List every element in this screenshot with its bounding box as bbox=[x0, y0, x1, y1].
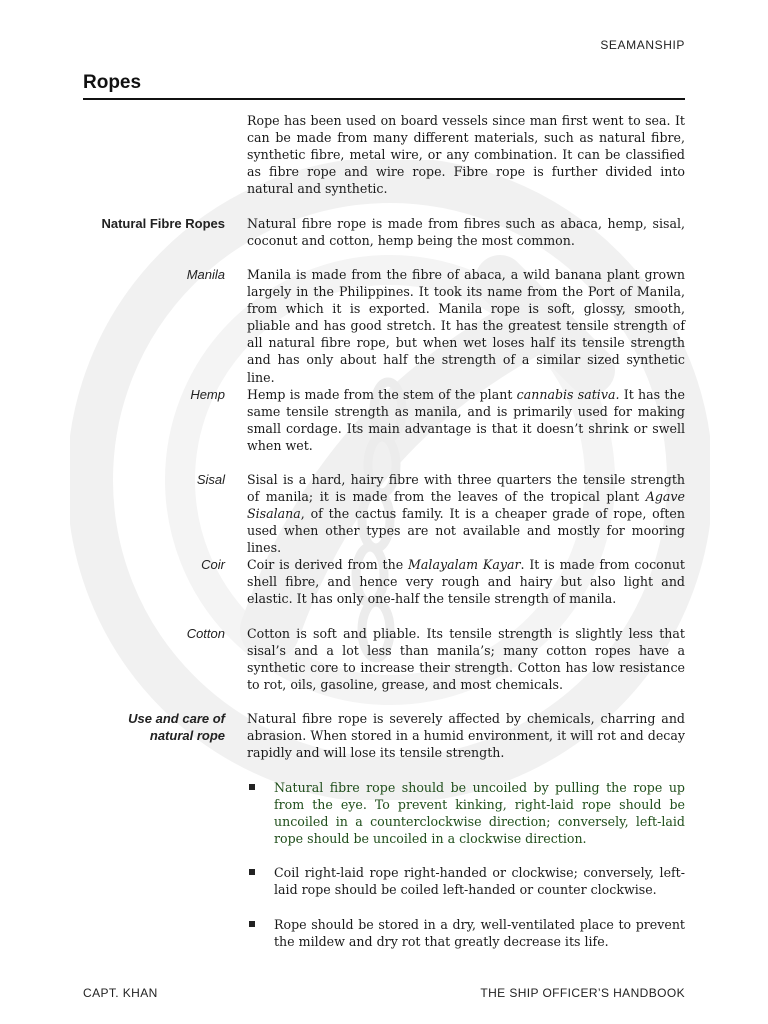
coir-label: Coir bbox=[201, 557, 225, 572]
square-bullet-icon bbox=[249, 869, 255, 875]
list-item: Rope should be stored in a dry, well-ventilated place to prevent the mildew and dry rot that greatly decrease its life. bbox=[247, 916, 685, 950]
running-header: SEAMANSHIP bbox=[600, 38, 685, 52]
natural-fibre-paragraph: Natural fibre rope is made from fibres such as abaca, hemp, sisal, coconut and cotton, hemp being the most common. bbox=[247, 216, 685, 249]
list-item: Natural fibre rope should be uncoiled by pulling the rope up from the eye. To prevent kinking, right-laid rope should be uncoiled in a counterclockwise direction; conversely, left-laid rope should be uncoiled in a clockwise direction. bbox=[247, 779, 685, 847]
square-bullet-icon bbox=[249, 784, 255, 790]
sisal-label: Sisal bbox=[196, 472, 225, 487]
square-bullet-icon bbox=[249, 921, 255, 927]
title-rule bbox=[83, 98, 685, 100]
sisal-paragraph: Sisal is a hard, hairy fibre with three quarters the tensile strength of manila; it is made from the leaves of the tropical plant Agave Sisalana, of the cactus family. It is a cheaper grade of rope, often used when other types are not available and mostly for mooring lines. bbox=[247, 472, 685, 556]
hemp-label: Hemp bbox=[190, 387, 225, 402]
manila-paragraph: Manila is made from the fibre of abaca, a wild banana plant grown largely in the Philippines. It took its name from the Port of Manila, from which it is exported. Manila rope is soft, glossy, smooth, pliable and has good stretch. It has the greatest tensile strength of all natural fibre rope, but when wet loses half its tensile strength and has only about half the strength of a similar sized synthetic line. bbox=[247, 267, 685, 385]
cotton-paragraph: Cotton is soft and pliable. Its tensile strength is slightly less that sisal’s and a lot less than manila’s; many cotton ropes have a synthetic core to increase their strength. Cotton has low resistance to rot, oils, gasoline, grease, and most chemicals. bbox=[247, 626, 685, 693]
footer-author: CAPT. KHAN bbox=[83, 986, 158, 1000]
list-item: Coil right-laid rope right-handed or clockwise; conversely, left-laid rope should be coiled left-handed or counter clockwise. bbox=[247, 864, 685, 898]
intro-paragraph: Rope has been used on board vessels since man first went to sea. It can be made from many different materials, such as natural fibre, synthetic fibre, metal wire, or any combination. It can be classified as fibre rope and wire rope. Fibre rope is further divided into natural and synthetic. bbox=[247, 113, 685, 197]
use-care-label: Use and care of natural rope bbox=[128, 711, 225, 743]
use-care-paragraph: Natural fibre rope is severely affected by chemicals, charring and abrasion. When stored in a humid environment, it will rot and decay rapidly and will lose its tensile strength. bbox=[247, 711, 685, 761]
hemp-paragraph: Hemp is made from the stem of the plant cannabis sativa. It has the same tensile strength as manila, and is primarily used for making small cordage. Its main advantage is that it doesn’t shrink or swell when wet. bbox=[247, 387, 685, 454]
page-title: Ropes bbox=[83, 72, 142, 93]
manila-label: Manila bbox=[186, 267, 225, 282]
footer-book-title: THE SHIP OFFICER’S HANDBOOK bbox=[480, 986, 685, 1000]
cotton-label: Cotton bbox=[186, 626, 225, 641]
coir-paragraph: Coir is derived from the Malayalam Kayar. It is made from coconut shell fibre, and hence very rough and hairy but also light and elastic. It has only one-half the tensile strength of manila. bbox=[247, 557, 685, 607]
natural-fibre-label: Natural Fibre Ropes bbox=[101, 216, 225, 231]
care-bullet-list bbox=[247, 779, 685, 967]
